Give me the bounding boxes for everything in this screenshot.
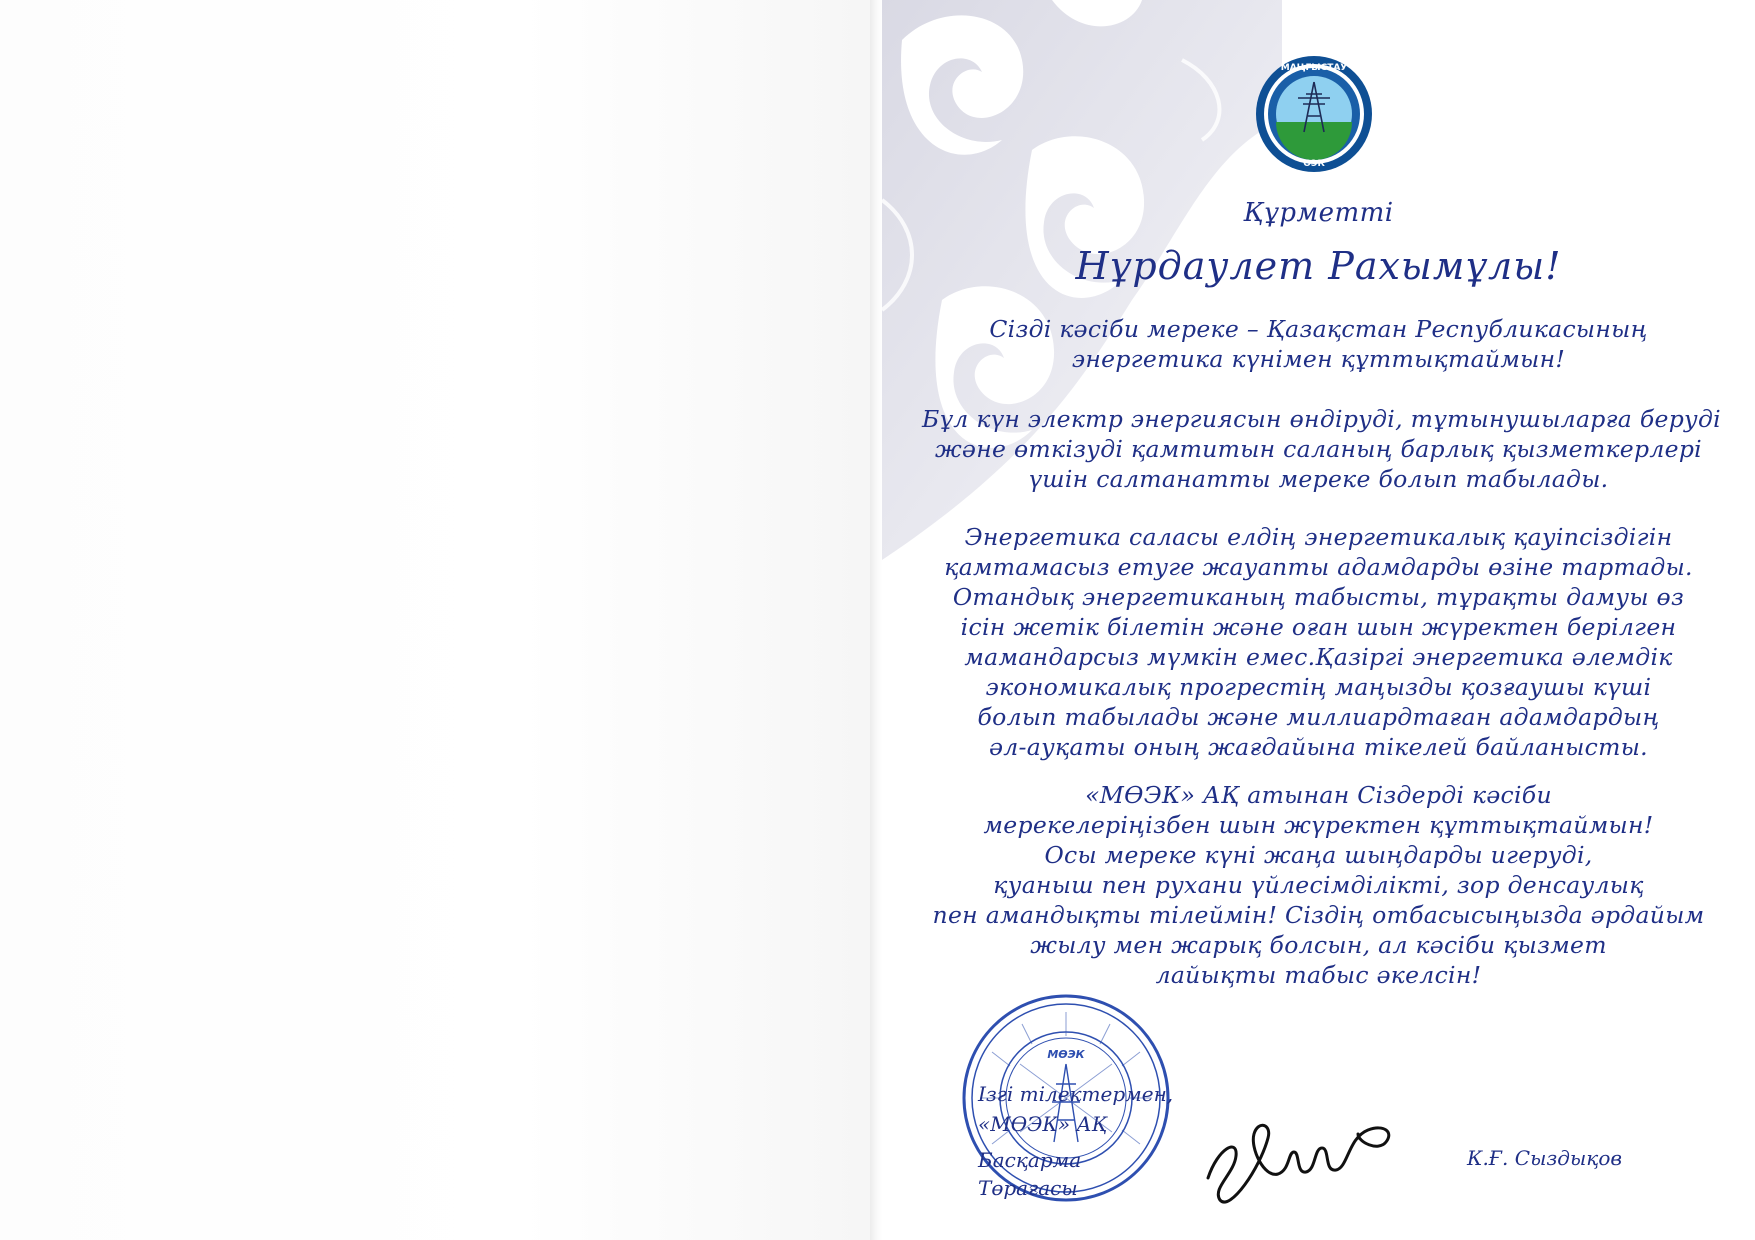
- text-line: Осы мереке күні жаңа шыңдарды игеруді,: [1044, 841, 1593, 869]
- text-line: экономикалық прогрестің маңызды қозғаушы күші: [985, 673, 1652, 701]
- paragraph-energy-sector: [922, 522, 1715, 762]
- letter-page: [882, 0, 1755, 1240]
- text-line: мамандарсыз мүмкін емес.Қазіргі энергетика әлемдік: [964, 643, 1673, 671]
- letter-body: [882, 0, 1755, 1240]
- text-line: мерекелеріңізбен шын жүректен құттықтаймын!: [983, 811, 1654, 839]
- text-line: және өткізуді қамтитын саланың барлық қызметкерлері: [935, 435, 1702, 463]
- text-line: болып табылады және миллиардтаған адамдардың: [977, 703, 1660, 731]
- text-line: «МӨЭК» АҚ атынан Сіздерді кәсіби: [1085, 781, 1552, 809]
- text-line: энергетика күнімен құттықтаймын!: [1071, 345, 1566, 373]
- text-line: әл-ауқаты оның жағдайына тікелей байланысты.: [989, 733, 1648, 761]
- addressee-name: Нұрдаулет Рахымұлы!: [1075, 244, 1562, 288]
- handwritten-signature: [1198, 1108, 1408, 1218]
- text-line: жылу мен жарық болсын, ал кәсіби қызмет: [1030, 931, 1607, 959]
- signatory-name: К.Ғ. Сыздықов: [1466, 1146, 1622, 1170]
- text-line: лайықты табыс әкелсін!: [1155, 961, 1482, 989]
- text-line: Бұл күн электр энергиясын өндіруді, тұтынушыларға беруді: [922, 405, 1721, 433]
- text-line: Отандық энергетиканың табысты, тұрақты дамуы өз: [952, 583, 1685, 611]
- text-line: үшін салтанатты мереке болып табылады.: [1028, 465, 1609, 493]
- text-line: пен амандықты тілеймін! Сіздің отбасысыңызда әрдайым: [932, 901, 1705, 929]
- text-line: Сізді кәсіби мереке – Қазақстан Республикасының: [989, 315, 1648, 343]
- stamp-center-text: МӨЭК: [1047, 1048, 1085, 1061]
- paragraph-holiday: [922, 404, 1721, 494]
- text-line: ісін жетік білетін және оған шын жүректен берілген: [960, 613, 1677, 641]
- logo-bottom-text: ӨЭК: [1303, 159, 1325, 169]
- paragraph-wishes: [922, 780, 1715, 990]
- closing-regards: Ізгі тілектермен,: [978, 1082, 1174, 1106]
- page-fold: [870, 0, 882, 1240]
- paragraph-greeting: [922, 314, 1715, 374]
- logo-top-text: МАҢҒЫСТАУ: [1280, 63, 1348, 73]
- text-line: қуаныш пен рухани үйлесімділікті, зор денсаулық: [993, 871, 1644, 899]
- closing-position: Басқарма Төрағасы: [978, 1148, 1082, 1200]
- closing-company: «МӨЭК» АҚ: [978, 1112, 1108, 1136]
- text-line: қамтамасыз етуге жауапты адамдарды өзіне тартады.: [944, 553, 1693, 581]
- text-line: Энергетика саласы елдің энергетикалық қауіпсіздігін: [964, 523, 1673, 551]
- left-blank-page: [0, 0, 870, 1240]
- salutation: Құрметті: [1243, 198, 1394, 228]
